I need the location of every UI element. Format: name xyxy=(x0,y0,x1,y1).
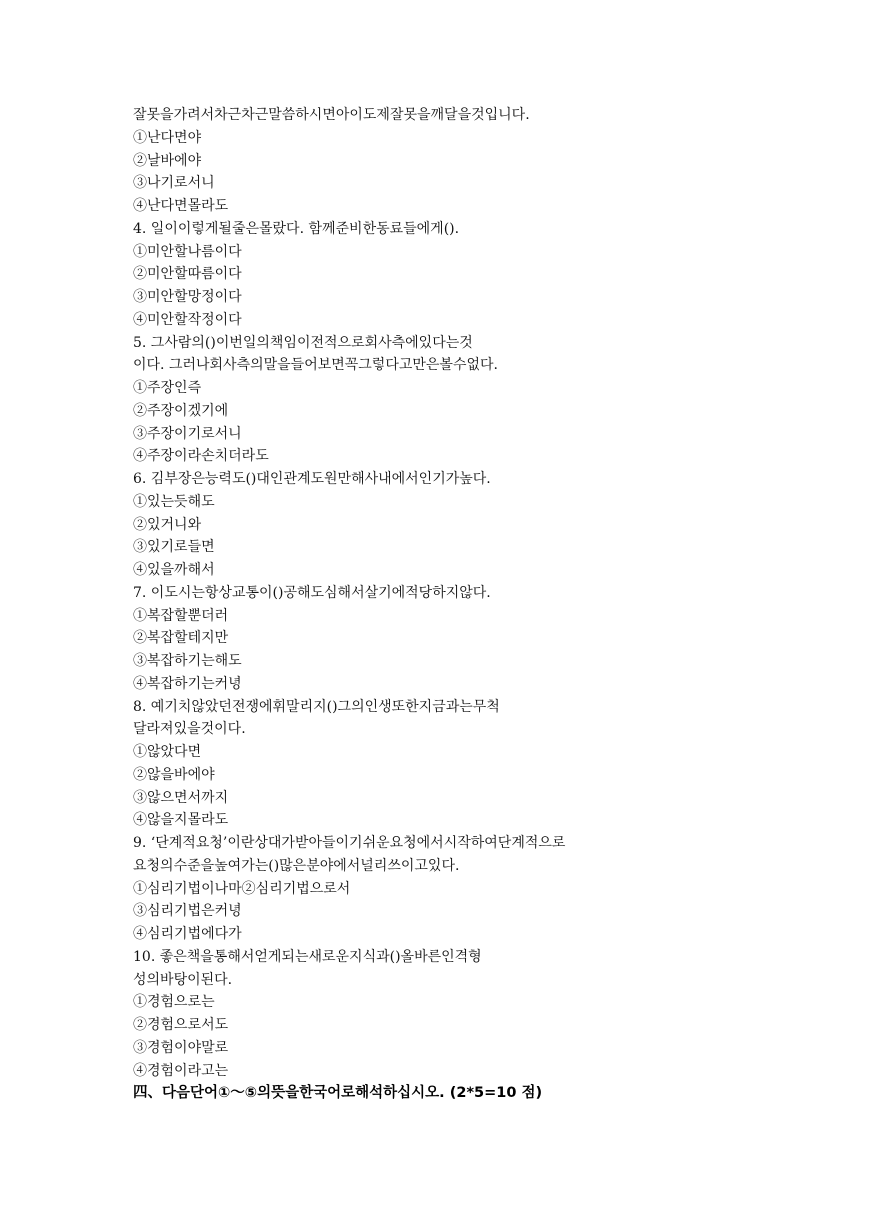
option-line: ①복잡할뿐더러 xyxy=(133,607,229,624)
question-9-continued: 요청의수준을높여가는()많은분야에서널리쓰이고있다. xyxy=(133,857,460,874)
option-line: ①있는듯해도 xyxy=(133,493,215,510)
question-8-continued: 달라져있을것이다. xyxy=(133,721,246,738)
document-page xyxy=(133,104,853,1105)
question-10-continued: 성의바탕이된다. xyxy=(133,971,233,988)
option-line: ②않을바에야 xyxy=(133,766,215,783)
option-line: ③미안할망정이다 xyxy=(133,289,242,305)
option-line: ②경험으로서도 xyxy=(133,1017,229,1033)
option-line: ④미안할작정이다 xyxy=(133,311,242,328)
option-line: ④주장이라손치더라도 xyxy=(133,448,269,465)
option-line: ④심리기법에다가 xyxy=(133,926,242,942)
option-line: ①심리기법이나마②심리기법으로서 xyxy=(133,880,351,897)
section-heading: 四、다음단어①～⑤의뜻을한국어로해석하십시오. (2*5=10 점) xyxy=(133,1085,543,1102)
option-line: ①않았다면 xyxy=(133,744,202,760)
option-line: ④있을까해서 xyxy=(133,562,215,578)
question-6: 6. 김부장은능력도()대인관계도원만해사내에서인기가높다. xyxy=(133,471,491,487)
option-line: ②있거니와 xyxy=(133,516,202,533)
option-line: ④경험이라고는 xyxy=(133,1062,229,1079)
option-line: ②날바에야 xyxy=(133,152,202,169)
option-line: ③않으면서까지 xyxy=(133,789,229,806)
question-9: 9. ‘단계적요청’이란상대가받아들이기쉬운요청에서시작하여단계적으로 xyxy=(133,835,566,851)
question-5: 5. 그사람의()이번일의책임이전적으로회사측에있다는것 xyxy=(133,334,473,351)
question-5-continued: 이다. 그러나회사측의말을들어보면꼭그렇다고만은볼수없다. xyxy=(133,357,498,374)
question-8: 8. 예기치않았던전쟁에휘말리지()그의인생또한지금과는무척 xyxy=(133,698,500,715)
option-line: ①미안할나름이다 xyxy=(133,243,242,260)
text-line: 잘못을가려서차근차근말씀하시면아이도제잘못을깨달을것입니다. xyxy=(133,107,530,123)
question-10: 10. 좋은책을통해서얻게되는새로운지식과()올바른인격형 xyxy=(133,948,482,965)
option-line: ①난다면야 xyxy=(133,129,202,146)
option-line: ③주장이기로서니 xyxy=(133,425,242,442)
option-line: ④복잡하기는커녕 xyxy=(133,675,242,692)
option-line: ②복잡할테지만 xyxy=(133,630,229,647)
option-line: ②미안할따름이다 xyxy=(133,266,242,283)
option-line: ③경험이야말로 xyxy=(133,1039,229,1056)
option-line: ③나기로서니 xyxy=(133,175,215,192)
option-line: ④난다면몰라도 xyxy=(133,198,229,214)
question-4: 4. 일이이렇게될줄은몰랐다. 함께준비한동료들에게(). xyxy=(133,220,460,237)
option-line: ③복잡하기는해도 xyxy=(133,653,242,669)
option-line: ②주장이겠기에 xyxy=(133,402,229,419)
option-line: ③있기로들면 xyxy=(133,539,215,556)
option-line: ①경험으로는 xyxy=(133,994,215,1011)
question-7: 7. 이도시는항상교통이()공해도심해서살기에적당하지않다. xyxy=(133,584,491,601)
option-line: ④않을지몰라도 xyxy=(133,812,229,829)
option-line: ③심리기법은커녕 xyxy=(133,903,242,920)
option-line: ①주장인즉 xyxy=(133,380,202,396)
